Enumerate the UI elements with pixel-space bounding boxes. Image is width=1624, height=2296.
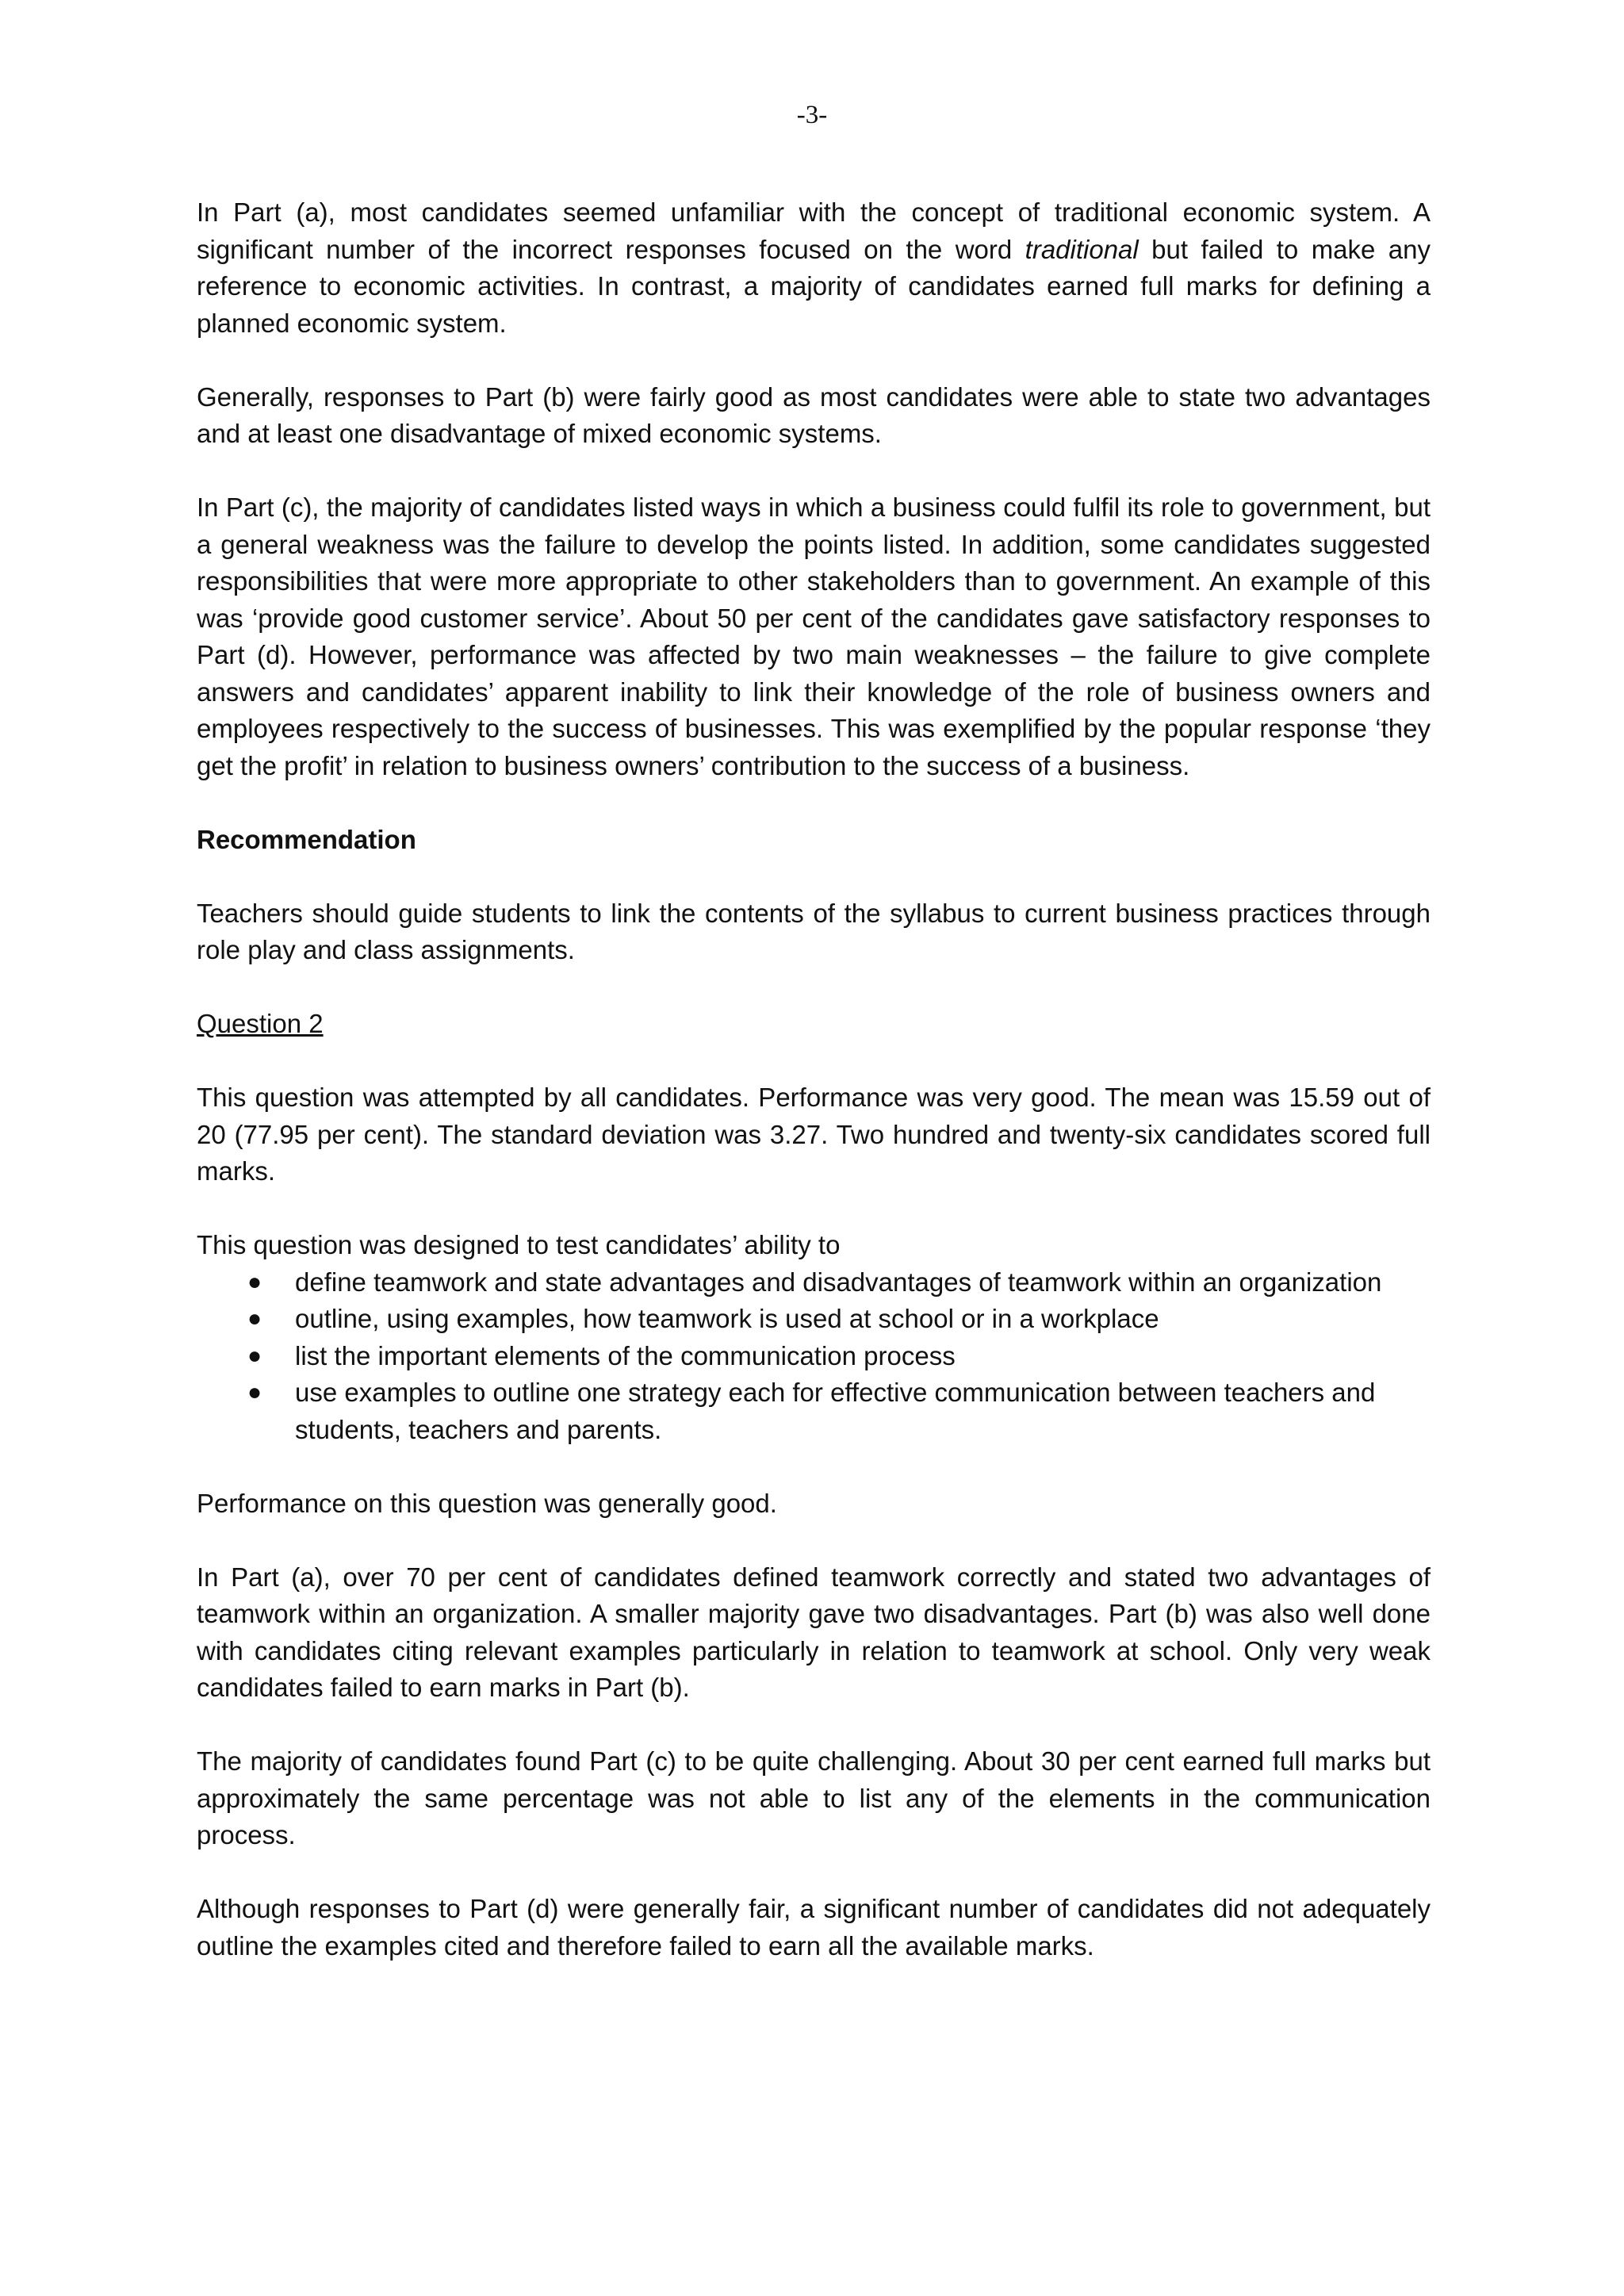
- question-2-part-c: The majority of candidates found Part (c) to be quite challenging. About 30 per cent earned full marks but approximately the same percentage was not able to list any of the elements in the communication process.: [197, 1746, 1431, 1849]
- question-2-intro: This question was attempted by all candidates. Performance was very good. The mean was 15.59 out of 20 (77.95 per cent). The standard deviation was 3.27. Two hundred and twenty-six candidates scored full marks.: [197, 1083, 1431, 1186]
- paragraph-text: In Part (a), most candidates seemed unfamiliar with the concept of traditional economic system. A significant number of the incorrect responses focused on the word: [197, 197, 1431, 264]
- list-item: [197, 1338, 1431, 1375]
- list-item: [197, 1301, 1431, 1338]
- paragraph-part-b-mixed-systems: Generally, responses to Part (b) were fairly good as most candidates were able to state two advantages and at least one disadvantage of mixed economic systems.: [197, 381, 1431, 448]
- bullet-icon: ●: [247, 1342, 262, 1369]
- page-number: -3-: [796, 101, 828, 129]
- question-2-heading: Question 2: [197, 1009, 324, 1038]
- list-item-text: use examples to outline one strategy each for effective communication between teachers and students, teachers and parents.: [295, 1378, 1376, 1444]
- list-item-text: define teamwork and state advantages and disadvantages of teamwork within an organization: [295, 1267, 1382, 1297]
- question-2-part-d: Although responses to Part (d) were generally fair, a significant number of candidates did not adequately outline the examples cited and therefore failed to earn all the available marks.: [197, 1894, 1431, 1961]
- document-body: [197, 194, 1431, 2002]
- bullet-icon: ●: [247, 1305, 262, 1332]
- recommendation-text: Teachers should guide students to link the contents of the syllabus to current business practices through role play and class assignments.: [197, 898, 1431, 964]
- question-2-part-a-b: In Part (a), over 70 per cent of candidates defined teamwork correctly and stated two advantages of teamwork within an organization. A smaller majority gave two disadvantages. Part (b) was also well done with candidates citing relevant examples particularly in relation to teamwork at school. Only very weak candidates failed to earn marks in Part (b).: [197, 1562, 1431, 1702]
- emphasized-word: traditional: [1025, 234, 1139, 264]
- recommendation-heading: Recommendation: [197, 824, 416, 854]
- question-2-objectives-list: [197, 1264, 1431, 1449]
- paragraph-text: but failed to make any reference to economic activities. In contrast, a majority of candidates earned full marks for defining a planned economic system.: [197, 234, 1431, 338]
- question-2-test-lead: This question was designed to test candidates’ ability to: [197, 1230, 841, 1259]
- paragraph-part-a-economic-systems: [197, 194, 1431, 342]
- paragraph-part-c-d-business-role: In Part (c), the majority of candidates listed ways in which a business could fulfil its role to government, but a general weakness was the failure to develop the points listed. In addition, some candidates suggested responsibilities that were more appropriate to other stakeholders than to government. An example of this was ‘provide good customer service’. About 50 per cent of the candidates gave satisfactory responses to Part (d). However, performance was affected by two main weaknesses – the failure to give complete answers and candidates’ apparent inability to link their knowledge of the role of business owners and employees respectively to the success of businesses. This was exemplified by the popular response ‘they get the profit’ in relation to business owners’ contribution to the success of a business.: [197, 493, 1431, 780]
- bullet-icon: ●: [247, 1268, 262, 1295]
- list-item: [197, 1264, 1431, 1301]
- list-item: [197, 1374, 1431, 1448]
- list-item-text: outline, using examples, how teamwork is used at school or in a workplace: [295, 1304, 1159, 1333]
- bullet-icon: ●: [247, 1379, 262, 1405]
- list-item-text: list the important elements of the communication process: [295, 1340, 956, 1370]
- question-2-performance: Performance on this question was generally good.: [197, 1488, 777, 1518]
